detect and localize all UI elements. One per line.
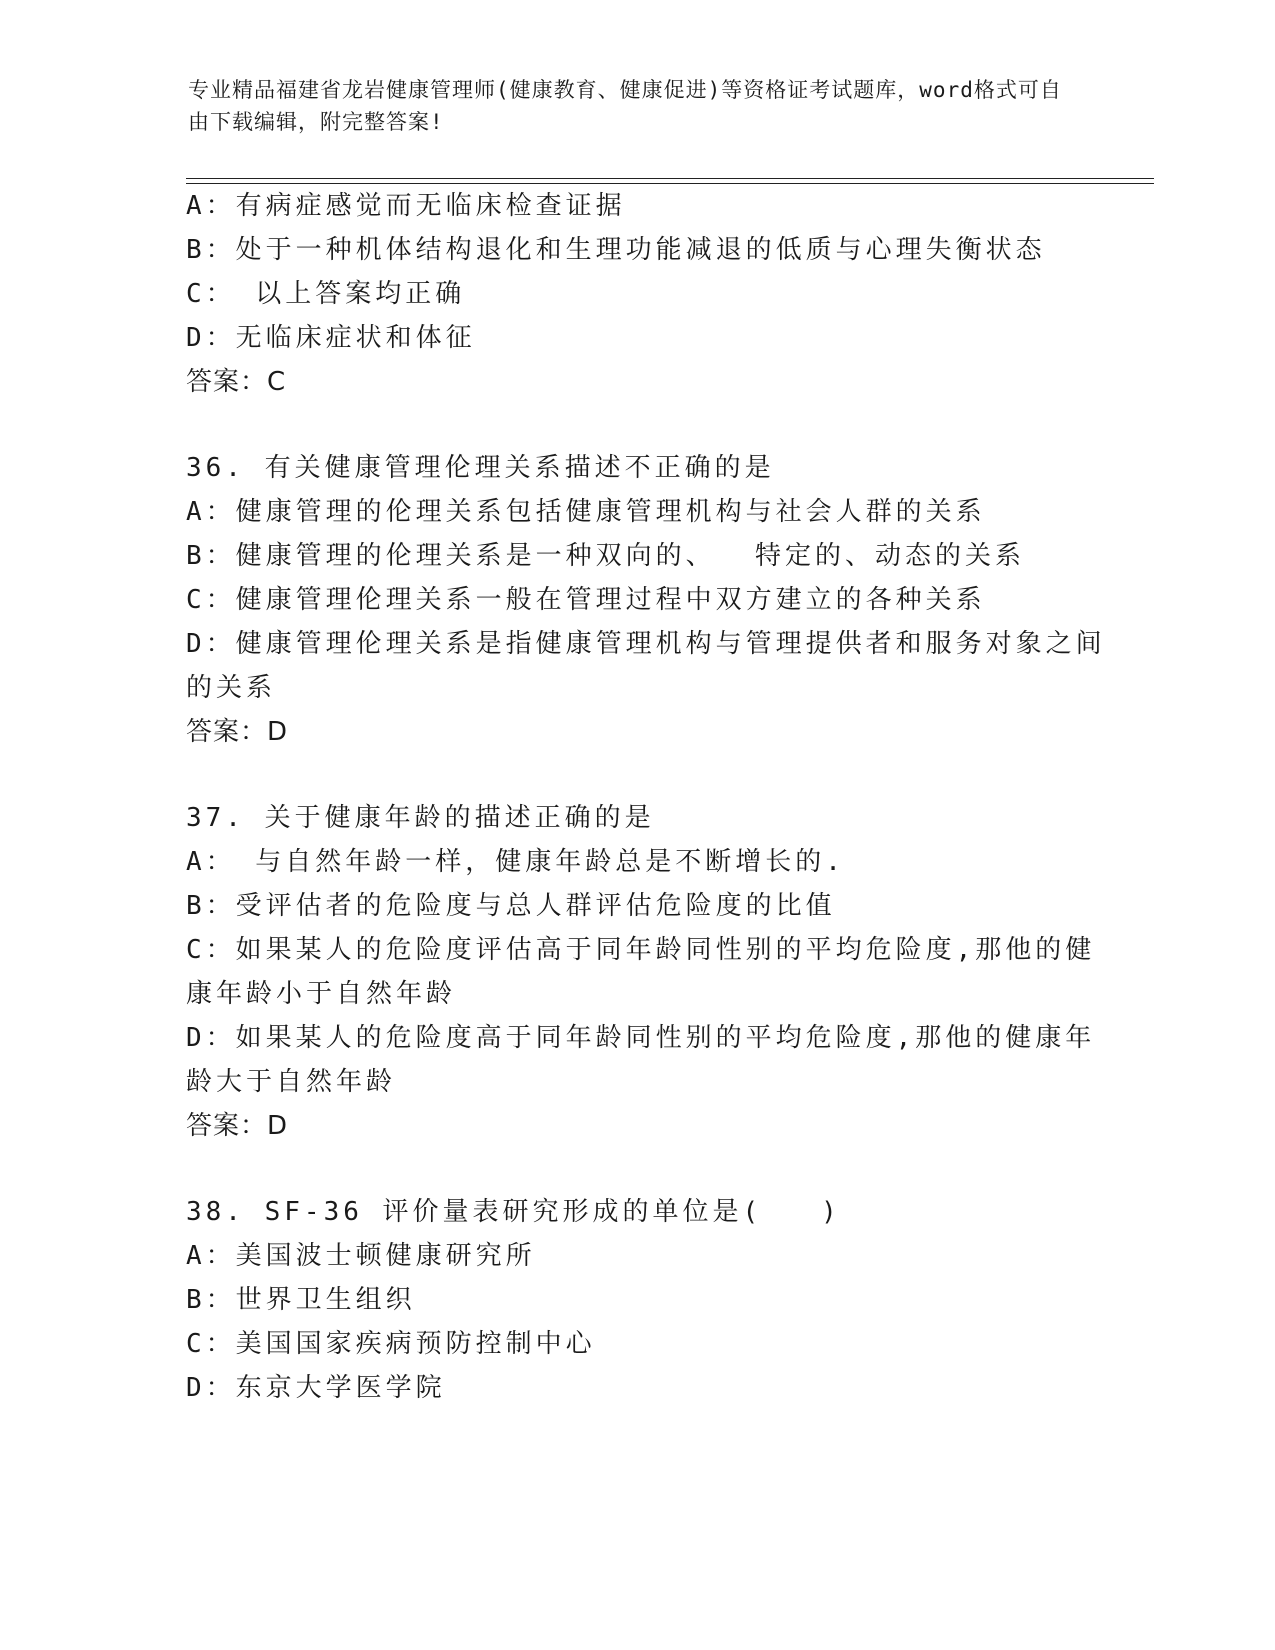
header-divider-bottom xyxy=(186,183,1154,184)
q35-option-a: A：有病症感觉而无临床检查证据 xyxy=(186,191,626,221)
q38-question: 38. SF-36 评价量表研究形成的单位是( ) xyxy=(186,1197,841,1227)
q37-option-a: A： 与自然年龄一样，健康年龄总是不断增长的. xyxy=(186,847,845,877)
q37-option-d-line1: D：如果某人的危险度高于同年龄同性别的平均危险度,那他的健康年 xyxy=(186,1023,1096,1053)
q36-question: 36. 有关健康管理伦理关系描述不正确的是 xyxy=(186,453,775,483)
q37-option-c-line2: 康年龄小于自然年龄 xyxy=(186,979,457,1009)
q38-option-d: D：东京大学医学院 xyxy=(186,1373,446,1403)
q35-answer: 答案：C xyxy=(186,367,287,397)
document-header: 专业精品福建省龙岩健康管理师(健康教育、健康促进)等资格证考试题库，word格式可自由下载编辑，附完整答案! xyxy=(188,78,1062,134)
q36-option-c: C：健康管理伦理关系一般在管理过程中双方建立的各种关系 xyxy=(186,585,986,615)
q36-option-d-line2: 的关系 xyxy=(186,673,277,703)
q36-option-b: B：健康管理的伦理关系是一种双向的、 特定的、动态的关系 xyxy=(186,541,1025,571)
q37-answer: 答案：D xyxy=(186,1111,289,1141)
q37-option-d-line2: 龄大于自然年龄 xyxy=(186,1067,397,1097)
q38-option-c: C：美国国家疾病预防控制中心 xyxy=(186,1329,596,1359)
header-divider-top xyxy=(186,178,1154,179)
q38-option-a: A：美国波士顿健康研究所 xyxy=(186,1241,536,1271)
q35-option-b: B：处于一种机体结构退化和生理功能减退的低质与心理失衡状态 xyxy=(186,235,1046,265)
q36-option-d-line1: D：健康管理伦理关系是指健康管理机构与管理提供者和服务对象之间 xyxy=(186,629,1106,659)
q35-option-d: D：无临床症状和体征 xyxy=(186,323,476,353)
q35-option-c: C： 以上答案均正确 xyxy=(186,279,466,309)
q38-option-b: B：世界卫生组织 xyxy=(186,1285,416,1315)
q37-option-b: B：受评估者的危险度与总人群评估危险度的比值 xyxy=(186,891,836,921)
q37-option-c-line1: C：如果某人的危险度评估高于同年龄同性别的平均危险度,那他的健 xyxy=(186,935,1096,965)
q36-answer: 答案：D xyxy=(186,717,289,747)
q36-option-a: A：健康管理的伦理关系包括健康管理机构与社会人群的关系 xyxy=(186,497,986,527)
q37-question: 37. 关于健康年龄的描述正确的是 xyxy=(186,803,655,833)
